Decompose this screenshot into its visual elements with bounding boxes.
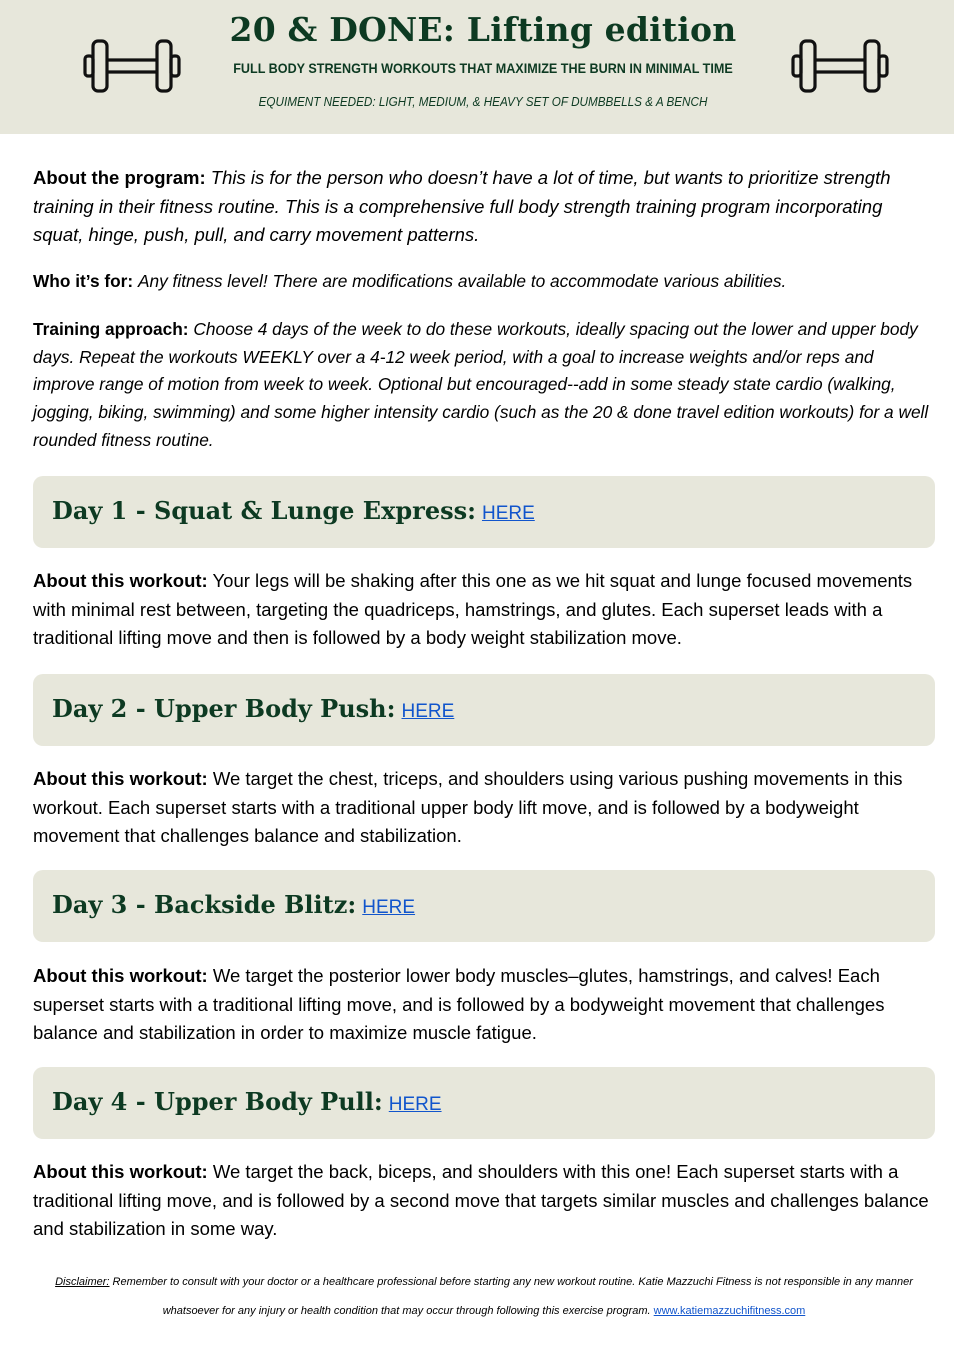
about-program-text: This is for the person who doesn’t have a lot of time, but wants to prioritize strength training in their fitness routine. This is a comprehensive full body strength training program incorporating squat, hinge, push, pull, and carry movement patterns. [33, 167, 891, 245]
day-1-link[interactable]: HERE [481, 503, 535, 524]
day-4-about-text: We target the back, biceps, and shoulders with this one! Each superset starts with a traditional lifting move, and is followed by a second move that targets similar muscles and challenges balance and stabilization in some way. [33, 1161, 929, 1239]
day-4-link[interactable]: HERE [388, 1094, 442, 1115]
day-4-header [33, 1067, 935, 1139]
approach-label: Training approach: [33, 319, 189, 339]
day-1-about [33, 567, 933, 653]
page-subtitle: FULL BODY STRENGTH WORKOUTS THAT MAXIMIZE THE BURN IN MINIMAL TIME [233, 60, 733, 76]
day-3-about [33, 962, 933, 1048]
approach-text: Choose 4 days of the week to do these workouts, ideally spacing out the lower and upper body days. Repeat the workouts WEEKLY over a 4-12 week period, with a goal to increase weights and/or reps and improve range of motion from week to week. Optional but encouraged--add in some steady state cardio (walking, jogging, biking, swimming) and some higher intensity cardio (such as the 20 & done travel edition workouts) for a well rounded fitness routine. [33, 319, 929, 450]
day-2-about-label: About this workout: [33, 768, 208, 789]
day-3-link[interactable]: HERE [362, 897, 416, 918]
day-4-title: Day 4 - Upper Body Pull: [52, 1087, 383, 1116]
day-2-about-text: We target the chest, triceps, and shoulders using various pushing movements in this workout. Each superset starts with a traditional upper body lift move, and is followed by a bodyweight movement that challenges balance and stabilization. [33, 768, 903, 846]
disclaimer-text: Remember to consult with your doctor or a healthcare professional before starting any new workout routine. Katie Mazzuchi Fitness is not responsible in any manner whatsoever for any injury or health condition that may occur through following this exercise program. [109, 1276, 913, 1317]
about-program-label: About the program: [33, 167, 206, 188]
day-1-title: Day 1 - Squat & Lunge Express: [52, 496, 476, 525]
day-3-about-text: We target the posterior lower body muscles–glutes, hamstrings, and calves! Each superset starts with a traditional lifting move, and is followed by a bodyweight movement that challenges balance and stabilization in order to maximize muscle fatigue. [33, 965, 885, 1043]
day-3-about-label: About this workout: [33, 965, 208, 986]
day-3-header [33, 870, 935, 942]
day-1-about-text: Your legs will be shaking after this one as we hit squat and lunge focused movements with minimal rest between, targeting the quadriceps, hamstrings, and glutes. Each superset leads with a traditional lifting move and then is followed by a body weight stabilization move. [33, 570, 913, 648]
header-banner [0, 0, 954, 134]
day-4-about-label: About this workout: [33, 1161, 208, 1182]
who-text: Any fitness level! There are modifications available to accommodate various abilities. [137, 271, 787, 291]
disclaimer [40, 1268, 928, 1326]
equipment-note: EQUIMENT NEEDED: LIGHT, MEDIUM, & HEAVY SET OF DUMBBELLS & A BENCH [258, 94, 708, 109]
about-program [33, 164, 933, 250]
page-title: 20 & DONE: Lifting edition [229, 10, 737, 49]
day-2-link[interactable]: HERE [401, 701, 455, 722]
who-label: Who it’s for: [33, 271, 134, 291]
disclaimer-label: Disclaimer: [55, 1276, 110, 1288]
day-1-header [33, 476, 935, 548]
day-2-title: Day 2 - Upper Body Push: [52, 694, 396, 723]
who-its-for [33, 268, 933, 296]
day-3-title: Day 3 - Backside Blitz: [52, 890, 357, 919]
day-2-about [33, 765, 933, 851]
day-2-header [33, 674, 935, 746]
day-4-about [33, 1158, 933, 1244]
day-1-about-label: About this workout: [33, 570, 208, 591]
training-approach [33, 316, 933, 455]
website-link[interactable]: www.katiemazzuchifitness.com [653, 1305, 806, 1317]
